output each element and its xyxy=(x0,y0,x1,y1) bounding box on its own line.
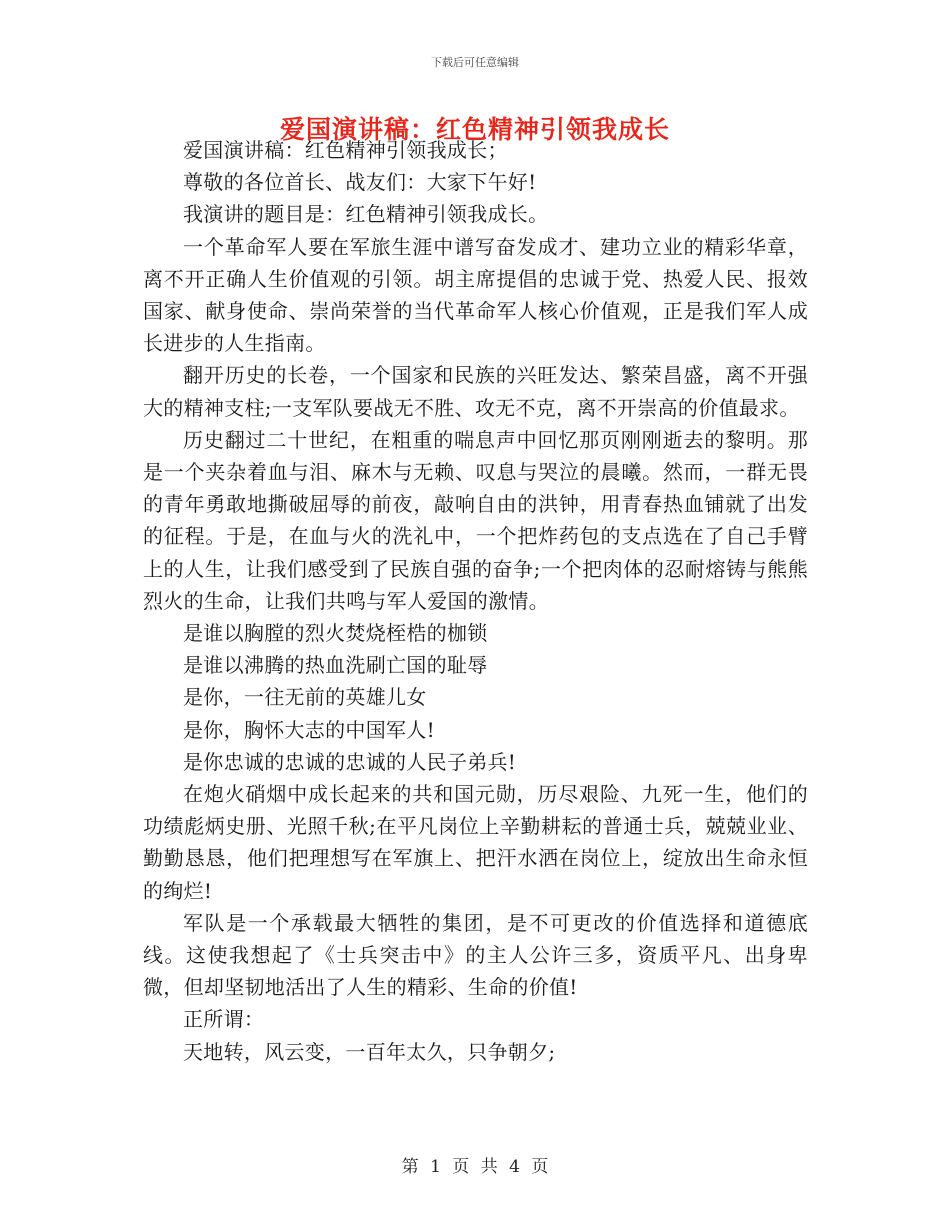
paragraph: 天地转，风云变，一百年太久，只争朝夕; xyxy=(183,1039,556,1064)
paragraph: 是谁以胸膛的烈火焚烧桎梏的枷锁 xyxy=(183,621,488,646)
paragraph: 爱国演讲稿：红色精神引领我成长； xyxy=(183,138,508,162)
header-note: 下载后可任意编辑 xyxy=(431,56,519,69)
paragraph: 正所谓： xyxy=(183,1007,265,1032)
paragraph: 翻开历史的长卷，一个国家和民族的兴旺发达、繁荣昌盛，离不开强大的精神支柱;一支军队要战无不胜、攻无不克，离不开崇高的价值最求。 xyxy=(143,363,808,420)
paragraph: 是你，胸怀大志的中国军人! xyxy=(183,717,435,742)
document-body xyxy=(143,134,808,1068)
paragraph: 历史翻过二十世纪，在粗重的喘息声中回忆那页刚刚逝去的黎明。那是一个夹杂着血与泪、麻木与无赖、叹息与哭泣的晨曦。然而，一群无畏的青年勇敢地撕破屈辱的前夜，敲响自由的洪钟，用青春热血铺就了出发的征程。于是，在血与火的洗礼中，一个把炸药包的支点选在了自己手臂上的人生，让我们感受到了民族自强的奋争;一个把肉体的忍耐熔铸与熊熊烈火的生命，让我们共鸣与军人爱国的激情。 xyxy=(143,427,808,613)
page-footer: 第 1 页 共 4 页 xyxy=(401,1157,549,1177)
paragraph: 在炮火硝烟中成长起来的共和国元勋，历尽艰险、九死一生，他们的功绩彪炳史册、光照千秋;在平凡岗位上辛勤耕耘的普通士兵，兢兢业业、勤勤恳恳，他们把理想写在军旗上、把汗水洒在岗位上，绽放出生命永恒的绚烂! xyxy=(143,782,808,903)
paragraph: 尊敬的各位首长、战友们：大家下午好! xyxy=(183,170,537,195)
paragraph: 军队是一个承载最大牺牲的集团，是不可更改的价值选择和道德底线。这使我想起了《士兵突击中》的主人公许三多，资质平凡、出身卑微，但却坚韧地活出了人生的精彩、生命的价值! xyxy=(143,910,808,1000)
document-title: 爱国演讲稿：红色精神引领我成长 xyxy=(279,115,670,144)
paragraph: 是谁以沸腾的热血洗刷亡国的耻辱 xyxy=(183,653,488,678)
paragraph: 一个革命军人要在军旅生涯中谱写奋发成才、建功立业的精彩华章，离不开正确人生价值观的引领。胡主席提倡的忠诚于党、热爱人民、报效国家、献身使命、崇尚荣誉的当代革命军人核心价值观，正是我们军人成长进步的人生指南。 xyxy=(143,234,808,356)
paragraph: 是你，一往无前的英雄儿女 xyxy=(183,685,427,710)
paragraph: 是你忠诚的忠诚的忠诚的人民子弟兵! xyxy=(183,749,517,774)
paragraph: 我演讲的题目是：红色精神引领我成长。 xyxy=(183,202,549,227)
